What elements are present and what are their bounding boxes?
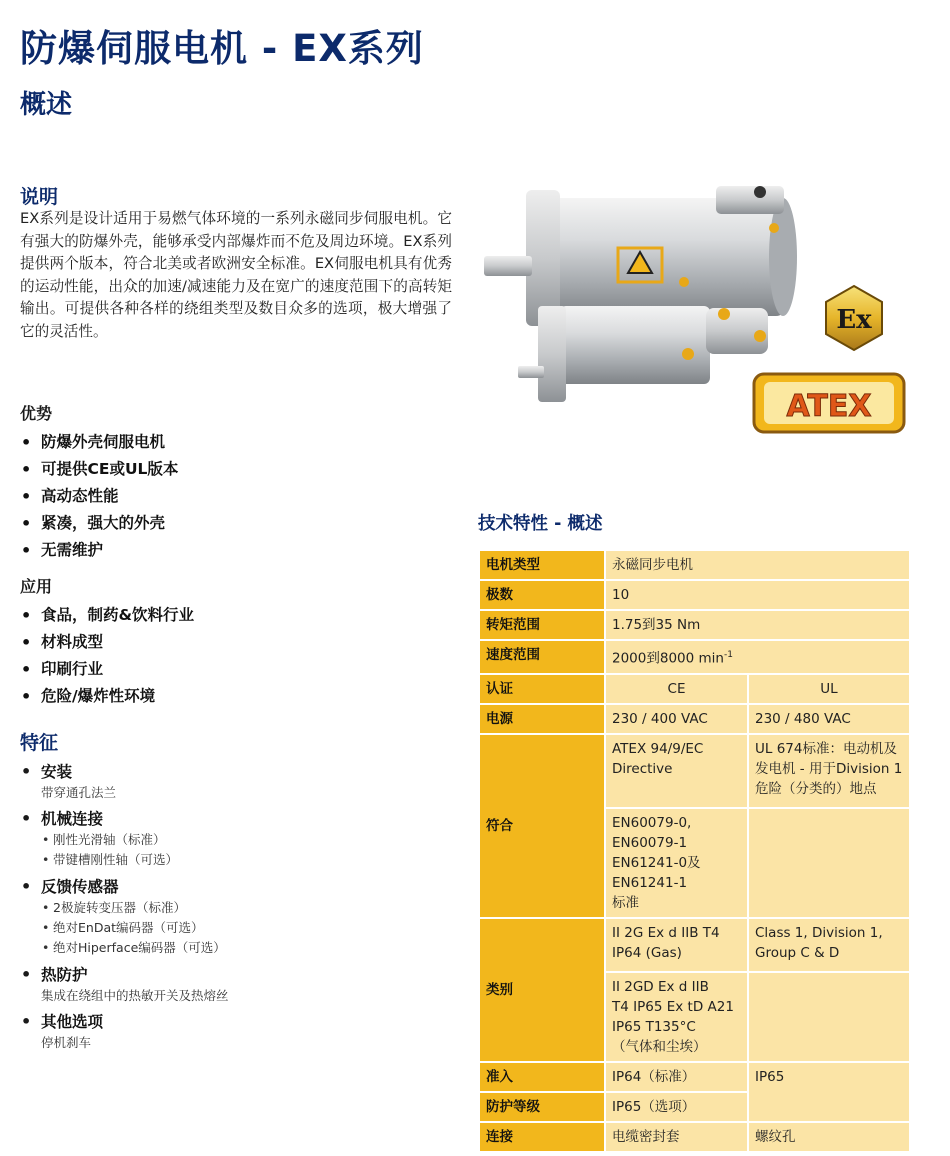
advantages-heading: 优势: [20, 404, 53, 423]
conform-ce-2-line: EN60079-1: [612, 834, 688, 851]
feature-sub-item: • 2极旋转变压器（标准）: [41, 898, 450, 918]
row-label: 极数: [479, 580, 605, 610]
description-text: EX系列是设计适用于易燃气体环境的一系列永磁同步伺服电机。它有强大的防爆外壳，能够承受内部爆炸而不危及周边环境。EX系列提供两个版本，符合北美或者欧洲安全标准。EX伺服电机具有优秀的运动性能，出众的加速/减速能力及在宽广的速度范围下的高转矩输出。可提供各种各样的绕组类型及数目众多的选项，极大增强了它的灵活性。: [20, 210, 452, 340]
category-ce-2: [605, 972, 748, 1062]
row-value: 1.75到35 Nm: [605, 610, 910, 640]
row-label: 转矩范围: [479, 610, 605, 640]
row-label: 类别: [479, 918, 605, 1062]
feature-sub-item: • 带键槽刚性轴（可选）: [41, 850, 450, 870]
conform-ul-1: UL 674标准：电动机及发电机 - 用于Division 1危险（分类的）地点: [748, 734, 910, 808]
ingress-ul: IP65: [748, 1062, 910, 1122]
large-motor-graphic: [484, 186, 797, 326]
speed-unit-exponent: -1: [723, 650, 733, 660]
applications-list: [20, 602, 440, 710]
table-row: [479, 1122, 910, 1152]
row-value: 10: [605, 580, 910, 610]
category-ce-1-line: IP64 (Gas): [612, 944, 682, 961]
category-ce-2-line: II 2GD Ex d IIB: [612, 978, 709, 995]
row-label: 速度范围: [479, 640, 605, 674]
row-label: 符合: [479, 734, 605, 918]
feature-title: • 反馈传感器: [41, 878, 119, 896]
conform-ce-2-line: EN61241-1: [612, 874, 688, 891]
features-list: [20, 762, 450, 1059]
conform-ce-2-line: 标准: [612, 894, 639, 911]
conform-ce-1: [605, 734, 748, 808]
row-label: 电机类型: [479, 550, 605, 580]
list-item: • 食品，制药&饮料行业: [20, 602, 440, 629]
page-title: 防爆伺服电机 - EX系列: [20, 27, 424, 70]
conform-ce-1-line: Directive: [612, 760, 673, 777]
row-label: 认证: [479, 674, 605, 704]
speed-value: 2000到8000 min: [612, 650, 724, 667]
conform-ce-1-line: ATEX 94/9/EC: [612, 740, 704, 757]
power-ul: 230 / 480 VAC: [748, 704, 910, 734]
connection-ce: 电缆密封套: [605, 1122, 748, 1152]
row-label: 防护等级: [479, 1092, 605, 1122]
conform-ul-2: [748, 808, 910, 918]
ingress-ce: IP64（标准）: [605, 1062, 748, 1092]
atex-badge-text: ATEX: [786, 389, 872, 424]
connection-ul: 螺纹孔: [748, 1122, 910, 1152]
row-label: 准入: [479, 1062, 605, 1092]
category-ul-1-line: Class 1, Division 1,: [755, 924, 883, 941]
feature-title: • 热防护: [41, 966, 88, 984]
category-ce-1: [605, 918, 748, 972]
spec-table: [478, 549, 911, 1153]
feature-title: • 机械连接: [41, 810, 104, 828]
table-row: [479, 674, 910, 704]
conform-ce-2-line: EN60079-0,: [612, 814, 692, 831]
feature-title: • 其他选项: [41, 1013, 104, 1031]
page-subtitle: 概述: [20, 90, 73, 120]
table-row: [479, 640, 910, 674]
list-item: [20, 1012, 450, 1052]
row-value: 永磁同步电机: [605, 550, 910, 580]
row-value: [605, 640, 910, 674]
feature-desc: 停机刹车: [41, 1035, 92, 1050]
table-row: [479, 918, 910, 972]
category-ce-2-line: IP65 T135°C: [612, 1018, 696, 1035]
category-ul-1-line: Group C & D: [755, 944, 840, 961]
table-row: [479, 734, 910, 808]
category-ul-2: [748, 972, 910, 1062]
feature-sub-item: • 绝对Hiperface编码器（可选）: [41, 938, 450, 958]
conform-ce-2: [605, 808, 748, 918]
row-label: 电源: [479, 704, 605, 734]
list-item: • 防爆外壳伺服电机: [20, 429, 440, 456]
list-item: • 危险/爆炸性环境: [20, 683, 440, 710]
list-item: • 材料成型: [20, 629, 440, 656]
features-heading: 特征: [20, 732, 59, 754]
list-item: [20, 965, 450, 1005]
list-item: • 可提供CE或UL版本: [20, 456, 440, 483]
feature-sub-item: • 绝对EnDat编码器（可选）: [41, 918, 450, 938]
list-item: • 无需维护: [20, 537, 440, 564]
power-ce: 230 / 400 VAC: [605, 704, 748, 734]
category-ul-1: [748, 918, 910, 972]
feature-sub-item: • 刚性光滑轴（标准）: [41, 830, 450, 850]
list-item: • 印刷行业: [20, 656, 440, 683]
list-item: • 紧凑，强大的外壳: [20, 510, 440, 537]
list-item: • 高动态性能: [20, 483, 440, 510]
advantages-list: [20, 429, 440, 564]
table-row: [479, 550, 910, 580]
cert-ul: UL: [748, 674, 910, 704]
table-row: [479, 580, 910, 610]
feature-desc: 集成在绕组中的热敏开关及热熔丝: [41, 988, 229, 1003]
description-heading: 说明: [20, 186, 59, 208]
cert-ce: CE: [605, 674, 748, 704]
table-row: [479, 704, 910, 734]
row-label: 连接: [479, 1122, 605, 1152]
product-photo: [478, 178, 918, 458]
protection-ce: IP65（选项）: [605, 1092, 748, 1122]
list-item: [20, 809, 450, 870]
list-item: [20, 877, 450, 958]
ex-badge: [826, 286, 882, 350]
list-item: [20, 762, 450, 802]
category-ce-2-line: （气体和尘埃）: [612, 1038, 707, 1055]
spec-title: 技术特性 - 概述: [478, 514, 603, 534]
atex-badge: [754, 374, 904, 432]
table-row: [479, 610, 910, 640]
small-motor-graphic: [518, 306, 768, 402]
category-ce-2-line: T4 IP65 Ex tD A21: [612, 998, 734, 1015]
table-row: [479, 1062, 910, 1092]
feature-desc: 带穿通孔法兰: [41, 785, 117, 800]
feature-title: • 安装: [41, 763, 73, 781]
category-ce-1-line: II 2G Ex d IIB T4: [612, 924, 720, 941]
ex-badge-text: Ex: [836, 305, 872, 335]
applications-heading: 应用: [20, 577, 53, 596]
conform-ce-2-line: EN61241-0及: [612, 854, 701, 871]
